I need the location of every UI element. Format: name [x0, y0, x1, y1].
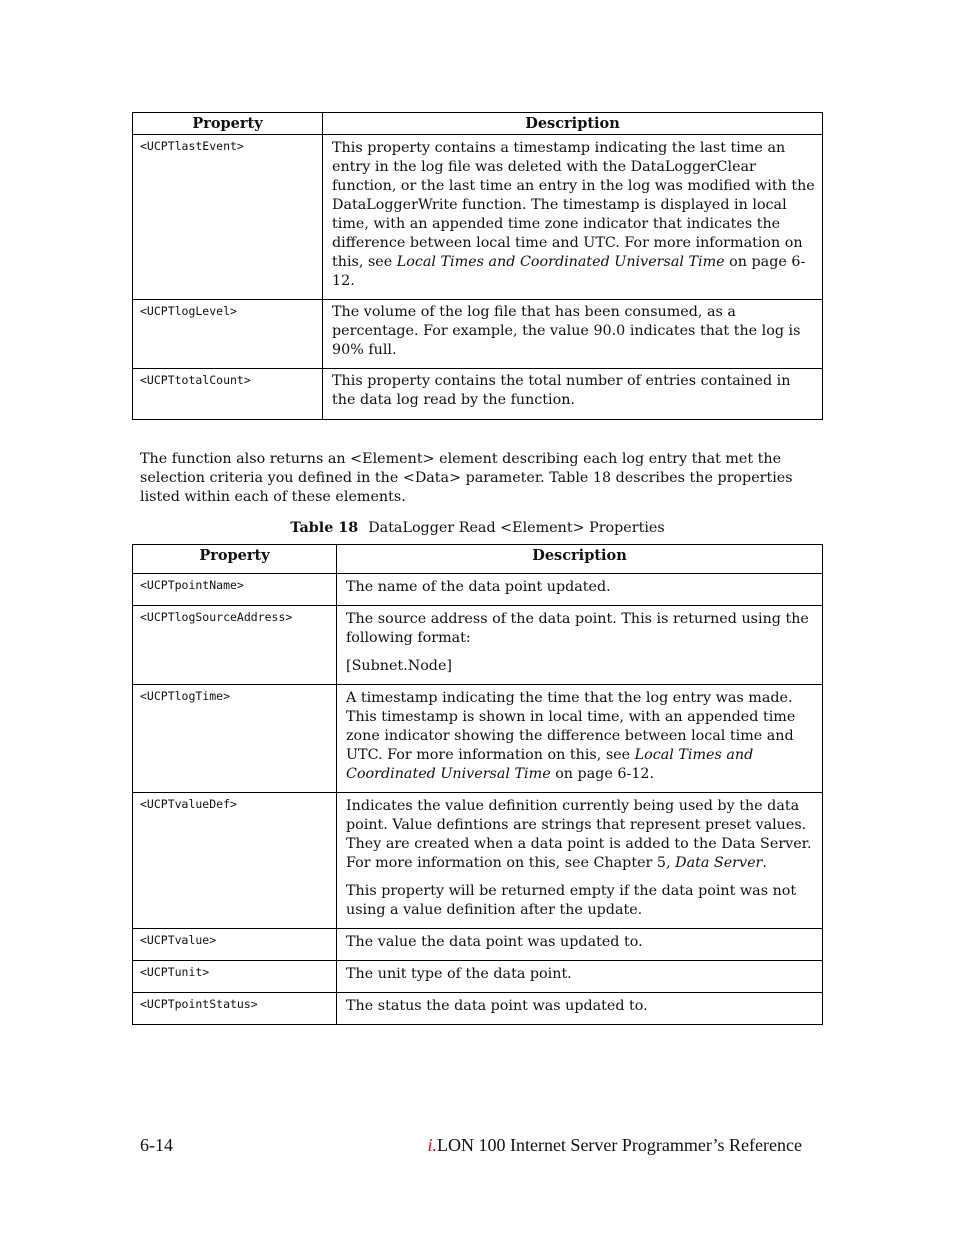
description-text: Indicates the value definition currently being used by the data point. Value defintions are strings that represent preset values. They are created when a data point is added to the Data Server. For more information on this, see Chapter 5 — [346, 798, 812, 871]
column-header-property: Property — [133, 113, 323, 135]
property-description — [323, 135, 823, 300]
property-description: The unit type of the data point. — [337, 961, 823, 993]
property-name: <UCPTunit> — [133, 961, 337, 993]
table-caption-label: Table 18 — [290, 520, 359, 536]
property-description — [337, 685, 823, 793]
property-description — [337, 793, 823, 929]
table-caption-title: DataLogger Read <Element> Properties — [368, 520, 665, 536]
table-row — [133, 369, 823, 420]
intro-paragraph: The function also returns an <Element> element describing each log entry that met the selection criteria you defined in the <Data> parameter. Table 18 describes the properties listed within each of these elements. — [140, 451, 793, 505]
description-text: on page 6-12. — [332, 254, 806, 289]
address-format: [Subnet.Node] — [346, 658, 452, 674]
property-name: <UCPTlogLevel> — [133, 300, 323, 369]
property-name: <UCPTpointName> — [133, 574, 337, 606]
description-text: A timestamp indicating the time that the log entry was made. This timestamp is shown in local time, with an appended time zone indicator showing the difference between local time and UTC. For more information on this, see — [346, 690, 796, 763]
table-caption — [132, 520, 823, 536]
table-row — [133, 574, 823, 606]
property-name: <UCPTpointStatus> — [133, 993, 337, 1025]
table-row — [133, 606, 823, 685]
property-name: <UCPTlastEvent> — [133, 135, 323, 300]
property-name: <UCPTlogTime> — [133, 685, 337, 793]
description-text: This property contains a timestamp indicating the last time an entry in the log file was deleted with the DataLoggerClear function, or the last time an entry in the log was modified with the DataLoggerWrite function. The timestamp is displayed in local time, with an appended time zone indicator that indicates the difference between local time and UTC. For more information on this, see — [332, 140, 815, 270]
table-row — [133, 685, 823, 793]
table-row — [133, 300, 823, 369]
description-text: The source address of the data point. This is returned using the following format: — [346, 611, 809, 646]
description-note: This property will be returned empty if the data point was not using a value definition after the update. — [346, 883, 797, 918]
table-row — [133, 793, 823, 929]
property-description — [337, 606, 823, 685]
property-name: <UCPTvalueDef> — [133, 793, 337, 929]
property-description: The value the data point was updated to. — [337, 929, 823, 961]
description-text: . — [762, 855, 767, 871]
property-name: <UCPTvalue> — [133, 929, 337, 961]
table-row — [133, 135, 823, 300]
property-name: <UCPTtotalCount> — [133, 369, 323, 420]
table-row — [133, 929, 823, 961]
property-description: The name of the data point updated. — [337, 574, 823, 606]
cross-reference-title: , Data Server — [666, 855, 763, 871]
table-row — [133, 993, 823, 1025]
brand-prefix: i. — [427, 1135, 437, 1155]
element-properties-table — [132, 544, 823, 1025]
table-header-row — [133, 113, 823, 135]
property-description: The status the data point was updated to. — [337, 993, 823, 1025]
description-text — [346, 797, 816, 873]
property-description: The volume of the log file that has been consumed, as a percentage. For example, the value 90.0 indicates that the log is 90% full. — [323, 300, 823, 369]
column-header-description: Description — [323, 113, 823, 135]
property-name: <UCPTlogSourceAddress> — [133, 606, 337, 685]
table-header-row — [133, 545, 823, 574]
cross-reference-title: Local Times and Coordinated Universal Time — [346, 747, 754, 782]
properties-table-continued — [132, 112, 823, 420]
running-footer-title — [427, 1135, 802, 1156]
cross-reference-title: Local Times and Coordinated Universal Time — [396, 254, 725, 270]
column-header-property: Property — [133, 545, 337, 574]
column-header-description: Description — [337, 545, 823, 574]
table-row — [133, 961, 823, 993]
manual-title: LON 100 Internet Server Programmer’s Reference — [436, 1135, 802, 1155]
description-text: on page 6-12. — [550, 766, 655, 782]
page-number: 6-14 — [140, 1135, 173, 1155]
property-description: This property contains the total number of entries contained in the data log read by the function. — [323, 369, 823, 420]
